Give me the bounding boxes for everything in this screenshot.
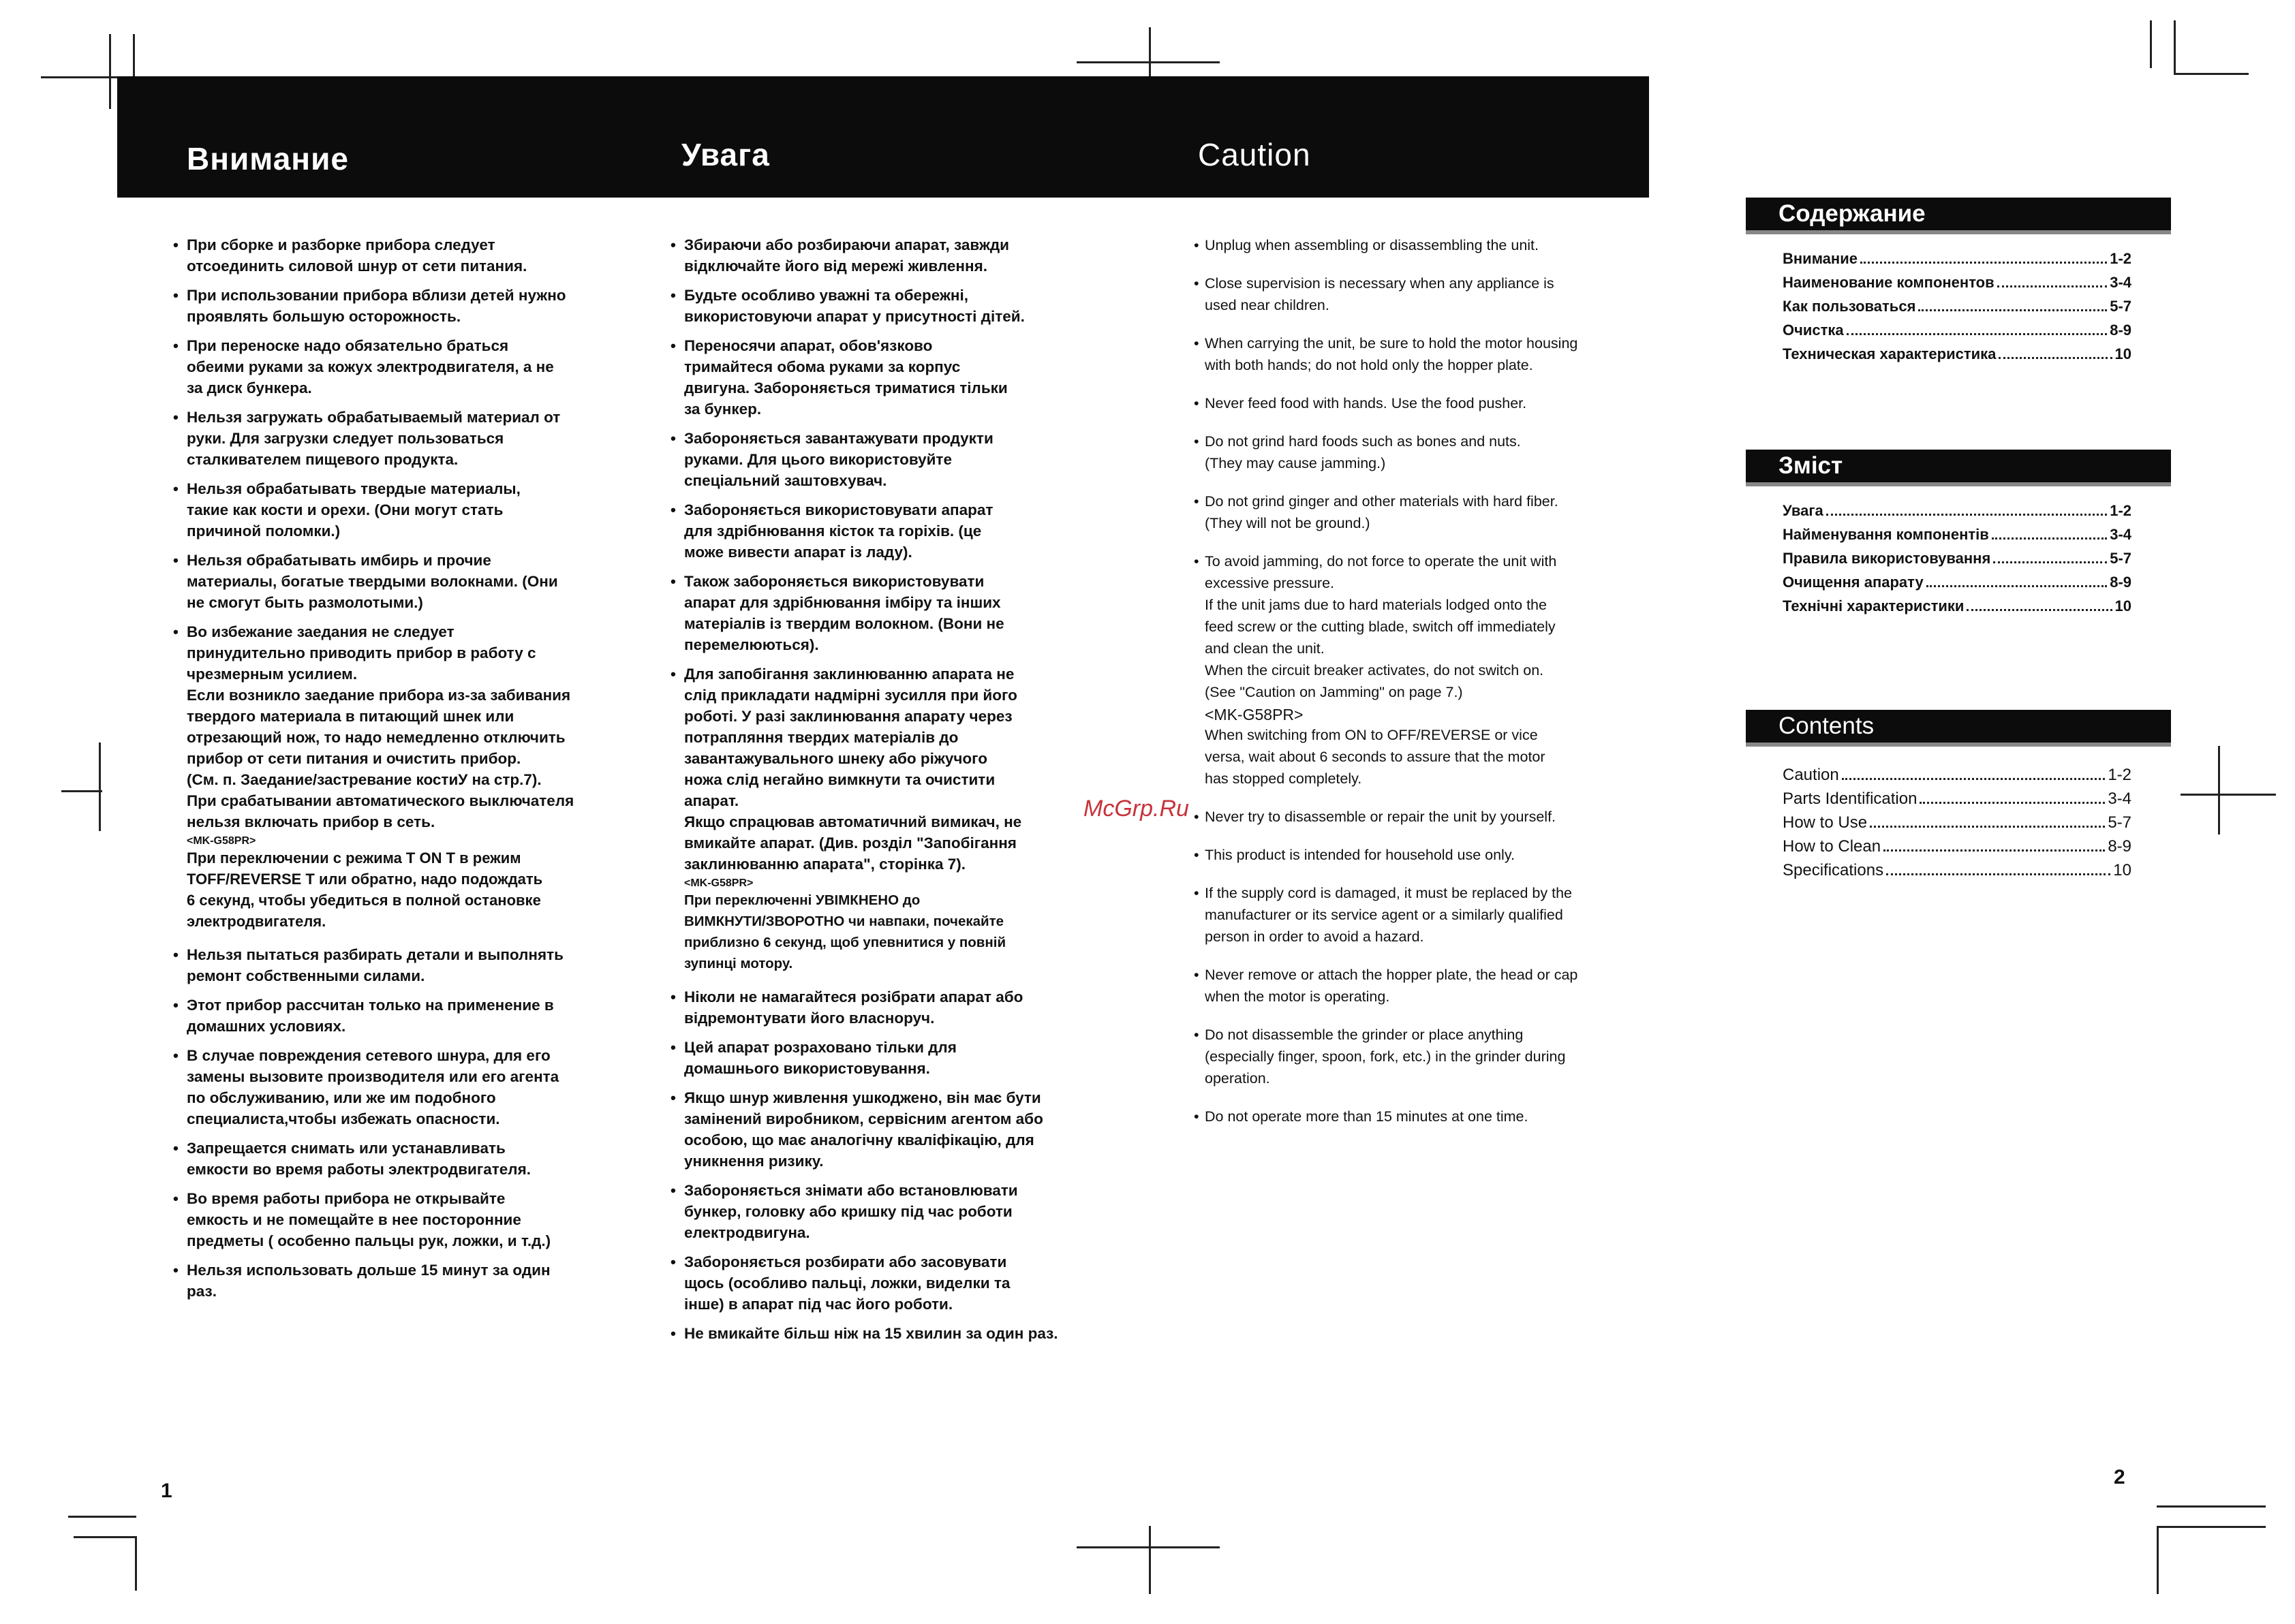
uk-warning-item	[671, 234, 1107, 277]
crop-mark	[2157, 1526, 2266, 1528]
text-line: электродвигателя.	[187, 913, 326, 930]
text-line: • Нельзя использовать дольше 15 минут за один	[187, 1262, 551, 1279]
toc-entry-label: Найменування компонентів	[1783, 526, 1989, 543]
uk-warning-item	[671, 335, 1107, 420]
toc-entry[interactable]	[1783, 546, 2131, 570]
toc-leader-dots	[1999, 357, 2112, 359]
toc-entry-label: Технічні характеристики	[1783, 597, 1965, 614]
uk-model-note	[684, 890, 1107, 974]
toc-leader-dots	[1926, 585, 2107, 587]
text-line: завантажувального шнеку або ріжучого	[684, 750, 987, 767]
crop-mark	[68, 1516, 136, 1518]
crop-mark	[2174, 20, 2176, 75]
text-line: feed screw or the cutting blade, switch off immediately	[1205, 619, 1556, 635]
toc-entry-page: 5-7	[2108, 813, 2131, 832]
toc-entry-page: 5-7	[2110, 298, 2131, 315]
en-warning-item	[1194, 392, 1644, 414]
toc-entry-page: 1-2	[2110, 250, 2131, 267]
toc-entry-label: Очистка	[1783, 322, 1844, 339]
toc-entry[interactable]	[1783, 834, 2131, 858]
toc-entry[interactable]	[1783, 318, 2131, 342]
text-line: • When carrying the unit, be sure to hold the motor housing	[1205, 335, 1578, 352]
ru-warning-item	[173, 1260, 636, 1302]
ru-jam-item	[173, 621, 636, 832]
page-number-left: 1	[161, 1480, 172, 1502]
text-line: • Never feed food with hands. Use the food pusher.	[1205, 395, 1527, 411]
text-line: для здрібнювання кісток та горіхів. (це	[684, 522, 982, 540]
text-line: • If the supply cord is damaged, it must be replaced by the	[1205, 885, 1572, 901]
en-warning-item	[1194, 882, 1644, 948]
crop-mark	[2181, 794, 2276, 796]
text-line: versa, wait about 6 seconds to assure that the motor	[1205, 749, 1545, 765]
text-line: не смогут быть размолотыми.)	[187, 594, 423, 611]
toc-entry-page: 3-4	[2108, 790, 2131, 808]
text-line: • Будьте особливо уважні та обережні,	[684, 287, 968, 304]
text-line: двигуна. Забороняється триматися тільки	[684, 379, 1008, 396]
text-line: • Забороняється розбирати або засовувати	[684, 1253, 1007, 1270]
toc-entry[interactable]	[1783, 522, 2131, 546]
toc-entry-label: Caution	[1783, 766, 1839, 784]
toc-ru-title: Содержание	[1746, 198, 2171, 234]
toc-en-title: Contents	[1746, 710, 2171, 747]
en-warning-item	[1194, 964, 1644, 1008]
text-line: по обслуживанию, или же им подобного	[187, 1089, 496, 1106]
text-line: and clean the unit.	[1205, 640, 1325, 657]
text-line: раз.	[187, 1283, 217, 1300]
text-line: тримайтеся обома руками за корпус	[684, 358, 961, 375]
en-model-note	[1205, 724, 1644, 790]
text-line: щось (особливо пальці, ложки, виделки та	[684, 1275, 1011, 1292]
en-jam-list	[1194, 550, 1644, 703]
toc-entry-label: How to Clean	[1783, 837, 1881, 856]
toc-ru	[1746, 198, 2171, 366]
text-line: проявлять большую осторожность.	[187, 308, 461, 325]
toc-entry[interactable]	[1783, 247, 2131, 270]
text-line: • Забороняється використовувати апарат	[684, 501, 994, 518]
ru-warning-list	[173, 234, 636, 613]
crop-mark	[2174, 73, 2249, 75]
crop-mark	[1077, 61, 1220, 63]
text-line: замінений виробником, сервісним агентом або	[684, 1110, 1043, 1127]
text-line: При переключенні УВІМКНЕНО до	[684, 892, 921, 908]
text-line: материалы, богатые твердыми волокнами. (Они	[187, 573, 558, 590]
toc-entry-label: Parts Identification	[1783, 790, 1917, 808]
ru-warning-item	[173, 550, 636, 613]
toc-leader-dots	[1992, 537, 2107, 540]
toc-leader-dots	[1967, 609, 2112, 611]
text-line: використовуючи апарат у присутності дітей.	[684, 308, 1025, 325]
toc-leader-dots	[1997, 285, 2108, 287]
text-line: • Never remove or attach the hopper plate, the head or cap	[1205, 967, 1578, 983]
text-line: • Do not grind hard foods such as bones and nuts.	[1205, 433, 1521, 450]
text-line: може вивести апарат із ладу).	[684, 544, 912, 561]
toc-entry[interactable]	[1783, 811, 2131, 834]
toc-entry-page: 8-9	[2110, 322, 2131, 339]
toc-en-list	[1783, 763, 2131, 882]
text-line: when the motor is operating.	[1205, 988, 1390, 1005]
text-line: • Цей апарат розраховано тільки для	[684, 1039, 957, 1056]
text-line: • Ніколи не намагайтеся розібрати апарат або	[684, 988, 1023, 1005]
ru-warning-item	[173, 478, 636, 542]
text-line: • Этот прибор рассчитан только на применение в	[187, 997, 554, 1014]
crop-mark	[74, 1536, 135, 1538]
uk-warning-item	[671, 1037, 1107, 1079]
toc-leader-dots	[1847, 333, 2108, 335]
text-line: • Для запобігання заклинюванню апарата не	[684, 666, 1015, 683]
text-line: TOFF/REVERSE T или обратно, надо подождать	[187, 871, 543, 888]
toc-entry-label: Наименование компонентов	[1783, 274, 1994, 291]
ru-title: Внимание	[187, 141, 349, 176]
text-line: сталкивателем пищевого продукта.	[187, 451, 459, 468]
uk-warning-item	[671, 428, 1107, 491]
text-line: При срабатывании автоматического выключателя	[187, 792, 574, 809]
toc-entry-label: Увага	[1783, 502, 1823, 519]
text-line: (See "Caution on Jamming" on page 7.)	[1205, 684, 1463, 700]
text-line: • Якщо шнур живлення ушкоджено, він має бути	[684, 1089, 1041, 1106]
uk-warning-item	[671, 1251, 1107, 1315]
text-line: твердого материала в питающий шнек или	[187, 708, 514, 725]
text-line: Якщо спрацював автоматичний вимикач, не	[684, 813, 1022, 830]
toc-uk	[1746, 450, 2171, 618]
text-line: чрезмерным усилием.	[187, 666, 358, 683]
toc-entry-page: 1-2	[2108, 766, 2131, 784]
uk-warning-item	[671, 986, 1107, 1029]
text-line: • Do not disassemble the grinder or place anything	[1205, 1027, 1524, 1043]
watermark: McGrp.Ru	[1083, 796, 1189, 822]
toc-uk-list	[1783, 499, 2131, 618]
ru-warning-item	[173, 285, 636, 327]
crop-mark	[1077, 1546, 1220, 1548]
text-line: матеріалів із твердим волокном. (Вони не	[684, 615, 1004, 632]
crop-mark	[2218, 746, 2220, 834]
uk-warning-list-2	[671, 986, 1107, 1344]
text-line: • Нельзя обрабатывать имбирь и прочие	[187, 552, 491, 569]
text-line: has stopped completely.	[1205, 770, 1362, 787]
toc-entry-label: How to Use	[1783, 813, 1868, 832]
text-line: причиной поломки.)	[187, 522, 341, 540]
en-model: <MK-G58PR>	[1205, 706, 1304, 723]
toc-entry-label: Как пользоваться	[1783, 298, 1916, 315]
ru-warning-item	[173, 995, 636, 1037]
ru-warning-item	[173, 944, 636, 986]
crop-mark	[135, 1536, 137, 1591]
toc-entry-page: 3-4	[2110, 526, 2131, 543]
en-warning-item	[1194, 806, 1644, 828]
en-jam-item	[1194, 550, 1644, 703]
en-warning-item	[1194, 431, 1644, 474]
toc-entry[interactable]	[1783, 787, 2131, 811]
text-line: When switching from ON to OFF/REVERSE or vice	[1205, 727, 1538, 743]
text-line: емкости во время работы электродвигателя.	[187, 1161, 531, 1178]
text-line: • Збираючи або розбираючи апарат, завжди	[684, 236, 1010, 253]
text-line: • Do not operate more than 15 minutes at one time.	[1205, 1108, 1528, 1125]
toc-en	[1746, 710, 2171, 882]
text-line: інше) в апарат під час його роботи.	[684, 1296, 953, 1313]
toc-leader-dots	[1826, 514, 2107, 516]
text-line: • Во время работы прибора не открывайте	[187, 1190, 506, 1207]
uk-title: Увага	[681, 137, 770, 172]
ru-warning-item	[173, 1138, 636, 1180]
toc-ru-list	[1783, 247, 2131, 366]
text-line: • При использовании прибора вблизи детей нужно	[187, 287, 566, 304]
text-line: електродвигуна.	[684, 1224, 810, 1241]
toc-entry[interactable]	[1783, 858, 2131, 882]
text-line: (especially finger, spoon, fork, etc.) in the grinder during	[1205, 1048, 1566, 1065]
en-title: Caution	[1198, 137, 1311, 172]
en-warning-item	[1194, 844, 1644, 866]
text-line: • Нельзя загружать обрабатываемый материал от	[187, 409, 561, 426]
toc-entry-page: 8-9	[2110, 574, 2131, 591]
ru-model-note	[187, 847, 636, 932]
uk-warning-item	[671, 571, 1107, 655]
toc-leader-dots	[1920, 802, 2105, 804]
text-line: отрезающий нож, то надо немедленно отключить	[187, 729, 566, 746]
page-number-right: 2	[2114, 1466, 2125, 1488]
text-line: • This product is intended for household use only.	[1205, 847, 1515, 863]
toc-uk-title: Зміст	[1746, 450, 2171, 486]
text-line: with both hands; do not hold only the hopper plate.	[1205, 357, 1533, 373]
text-line: • To avoid jamming, do not force to operate the unit with	[1205, 553, 1557, 569]
toc-entry[interactable]	[1783, 499, 2131, 522]
en-warning-item	[1194, 1106, 1644, 1127]
text-line: такие как кости и орехи. (Они могут стать	[187, 501, 504, 518]
text-line: Если возникло заедание прибора из-за забивания	[187, 687, 571, 704]
text-line: зупинці мотору.	[684, 956, 793, 971]
text-line: предметы ( особенно пальцы рук, ложки, и т.д.)	[187, 1232, 551, 1249]
toc-leader-dots	[1886, 873, 2110, 875]
uk-warning-item	[671, 1180, 1107, 1243]
text-line: перемелюються).	[684, 636, 819, 653]
text-line: operation.	[1205, 1070, 1270, 1087]
text-line: ремонт собственными силами.	[187, 967, 425, 984]
text-line: роботі. У разі заклинювання апарату через	[684, 708, 1013, 725]
text-line: • Переносячи апарат, обов'язково	[684, 337, 933, 354]
toc-entry-label: Техническая характеристика	[1783, 345, 1997, 362]
toc-entry[interactable]	[1783, 570, 2131, 594]
toc-entry-page: 8-9	[2108, 837, 2131, 856]
toc-leader-dots	[1860, 262, 2107, 264]
text-line: excessive pressure.	[1205, 575, 1334, 591]
toc-entry-page: 3-4	[2110, 274, 2131, 291]
toc-entry-page: 10	[2114, 345, 2131, 362]
uk-model: <MK-G58PR>	[684, 877, 754, 889]
text-line: домашних условиях.	[187, 1018, 346, 1035]
en-column	[1194, 234, 1644, 1144]
en-warning-list-2	[1194, 806, 1644, 1127]
text-line: принудительно приводить прибор в работу с	[187, 644, 536, 661]
text-line: • Запрещается снимать или устанавливать	[187, 1140, 506, 1157]
en-warning-item	[1194, 332, 1644, 376]
toc-entry-label: Specifications	[1783, 861, 1884, 879]
toc-entry-page: 10	[2114, 597, 2131, 614]
crop-mark	[2150, 20, 2152, 68]
en-warning-item	[1194, 272, 1644, 316]
uk-warning-item	[671, 1087, 1107, 1172]
text-line: домашнього використовування.	[684, 1060, 930, 1077]
text-line: специалиста,чтобы избежать опасности.	[187, 1110, 500, 1127]
text-line: апарат для здрібнювання імбіру та інших	[684, 594, 1001, 611]
text-line: отсоединить силовой шнур от сети питания.	[187, 257, 527, 275]
text-line: 6 секунд, чтобы убедиться в полной остановке	[187, 892, 541, 909]
toc-entry[interactable]	[1783, 270, 2131, 294]
uk-warning-list	[671, 234, 1107, 655]
text-line: замены вызовите производителя или его агента	[187, 1068, 559, 1085]
text-line: • Нельзя пытаться разбирать детали и выполнять	[187, 946, 564, 963]
text-line: особою, що має аналогічну кваліфікацію, для	[684, 1131, 1034, 1149]
text-line: When the circuit breaker activates, do not switch on.	[1205, 662, 1544, 678]
text-line: • Забороняється знімати або встановлювати	[684, 1182, 1018, 1199]
text-line: приблизно 6 секунд, щоб упевнитися у повній	[684, 935, 1006, 950]
toc-entry-label: Правила використовування	[1783, 550, 1991, 567]
uk-column	[671, 234, 1107, 1352]
toc-entry[interactable]	[1783, 594, 2131, 618]
text-line: manufacturer or its service agent or a similarly qualified	[1205, 907, 1563, 923]
text-line: • В случае повреждения сетевого шнура, для его	[187, 1047, 551, 1064]
ru-warning-item	[173, 234, 636, 277]
text-line: • Do not grind ginger and other materials with hard fiber.	[1205, 493, 1558, 510]
text-line: спеціальний заштовхувач.	[684, 472, 887, 489]
text-line: • Не вмикайте більш ніж на 15 хвилин за один раз.	[684, 1325, 1058, 1342]
text-line: потрапляння твердих матеріалів до	[684, 729, 959, 746]
ru-warning-item	[173, 407, 636, 470]
text-line: • При переноске надо обязательно браться	[187, 337, 509, 354]
toc-leader-dots	[1918, 309, 2107, 311]
ru-warning-list-2	[173, 944, 636, 1302]
text-line: • Close supervision is necessary when any appliance is	[1205, 275, 1554, 292]
ru-warning-item	[173, 1045, 636, 1129]
text-line: руками. Для цього використовуйте	[684, 451, 952, 468]
ru-column	[173, 234, 636, 1310]
text-line: If the unit jams due to hard materials lodged onto the	[1205, 597, 1547, 613]
text-line: прибор от сети питания и очистить прибор.	[187, 750, 521, 767]
toc-entry-page: 1-2	[2110, 502, 2131, 519]
en-warning-list	[1194, 234, 1644, 534]
toc-leader-dots	[1883, 849, 2105, 852]
toc-entry-page: 10	[2113, 861, 2131, 879]
crop-mark	[61, 790, 102, 792]
en-warning-item	[1194, 490, 1644, 534]
uk-warning-item	[671, 285, 1107, 327]
text-line: • Нельзя обрабатывать твердые материалы,	[187, 480, 521, 497]
crop-mark	[1149, 1526, 1151, 1594]
text-line: • Во избежание заедания не следует	[187, 623, 455, 640]
text-line: (They may cause jamming.)	[1205, 455, 1386, 471]
text-line: уникнення ризику.	[684, 1153, 824, 1170]
text-line: (См. п. Заедание/застревание костиУ на стр.7).	[187, 771, 542, 788]
toc-entry[interactable]	[1783, 763, 2131, 787]
text-line: обеими руками за кожух электродвигателя, а не	[187, 358, 554, 375]
uk-jam-list	[671, 663, 1107, 875]
en-warning-item	[1194, 234, 1644, 256]
uk-warning-item	[671, 499, 1107, 563]
ru-warning-item	[173, 1188, 636, 1251]
text-line: • Забороняється завантажувати продукти	[684, 430, 994, 447]
text-line: бункер, головку або кришку під час роботи	[684, 1203, 1013, 1220]
text-line: • Unplug when assembling or disassembling the unit.	[1205, 237, 1539, 253]
toc-leader-dots	[1870, 826, 2105, 828]
toc-entry-page: 5-7	[2110, 550, 2131, 567]
en-warning-item	[1194, 1024, 1644, 1089]
crop-mark	[2157, 1505, 2266, 1508]
text-line: заклинюванню апарата", сторінка 7).	[684, 856, 966, 873]
ru-jam-list	[173, 621, 636, 832]
uk-warning-item	[671, 1323, 1107, 1344]
crop-mark	[2157, 1526, 2159, 1594]
toc-leader-dots	[1842, 778, 2106, 780]
text-line: за бункер.	[684, 401, 762, 418]
toc-entry-label: Внимание	[1783, 250, 1858, 267]
ru-model: <MK-G58PR>	[187, 835, 256, 847]
text-line: • Також забороняється використовувати	[684, 573, 985, 590]
toc-entry[interactable]	[1783, 342, 2131, 366]
text-line: за диск бункера.	[187, 379, 312, 396]
uk-jam-item	[671, 663, 1107, 875]
text-line: вмикайте апарат. (Див. розділ "Запобігання	[684, 834, 1017, 852]
text-line: ВИМКНУТИ/ЗВОРОТНО чи навпаки, почекайте	[684, 914, 1004, 929]
toc-entry[interactable]	[1783, 294, 2131, 318]
toc-entry-label: Очищення апарату	[1783, 574, 1924, 591]
crop-mark	[109, 34, 111, 109]
text-line: емкость и не помещайте в нее посторонние	[187, 1211, 521, 1228]
text-line: При переключении с режима T ON T в режим	[187, 849, 521, 866]
text-line: слід прикладати надмірні зусилля при його	[684, 687, 1017, 704]
text-line: (They will not be ground.)	[1205, 515, 1370, 531]
text-line: • При сборке и разборке прибора следует	[187, 236, 495, 253]
text-line: апарат.	[684, 792, 739, 809]
text-line: відключайте його від мережі живлення.	[684, 257, 987, 275]
text-line: нельзя включать прибор в сеть.	[187, 813, 435, 830]
toc-leader-dots	[1993, 561, 2107, 563]
text-line: відремонтувати його власноруч.	[684, 1010, 935, 1027]
text-line: • Never try to disassemble or repair the unit by yourself.	[1205, 809, 1556, 825]
text-line: ножа слід негайно вимкнути та очистити	[684, 771, 996, 788]
ru-warning-item	[173, 335, 636, 399]
text-line: used near children.	[1205, 297, 1329, 313]
crop-mark	[99, 743, 101, 831]
text-line: руки. Для загрузки следует пользоваться	[187, 430, 504, 447]
header-band	[117, 76, 1649, 198]
text-line: person in order to avoid a hazard.	[1205, 928, 1424, 945]
